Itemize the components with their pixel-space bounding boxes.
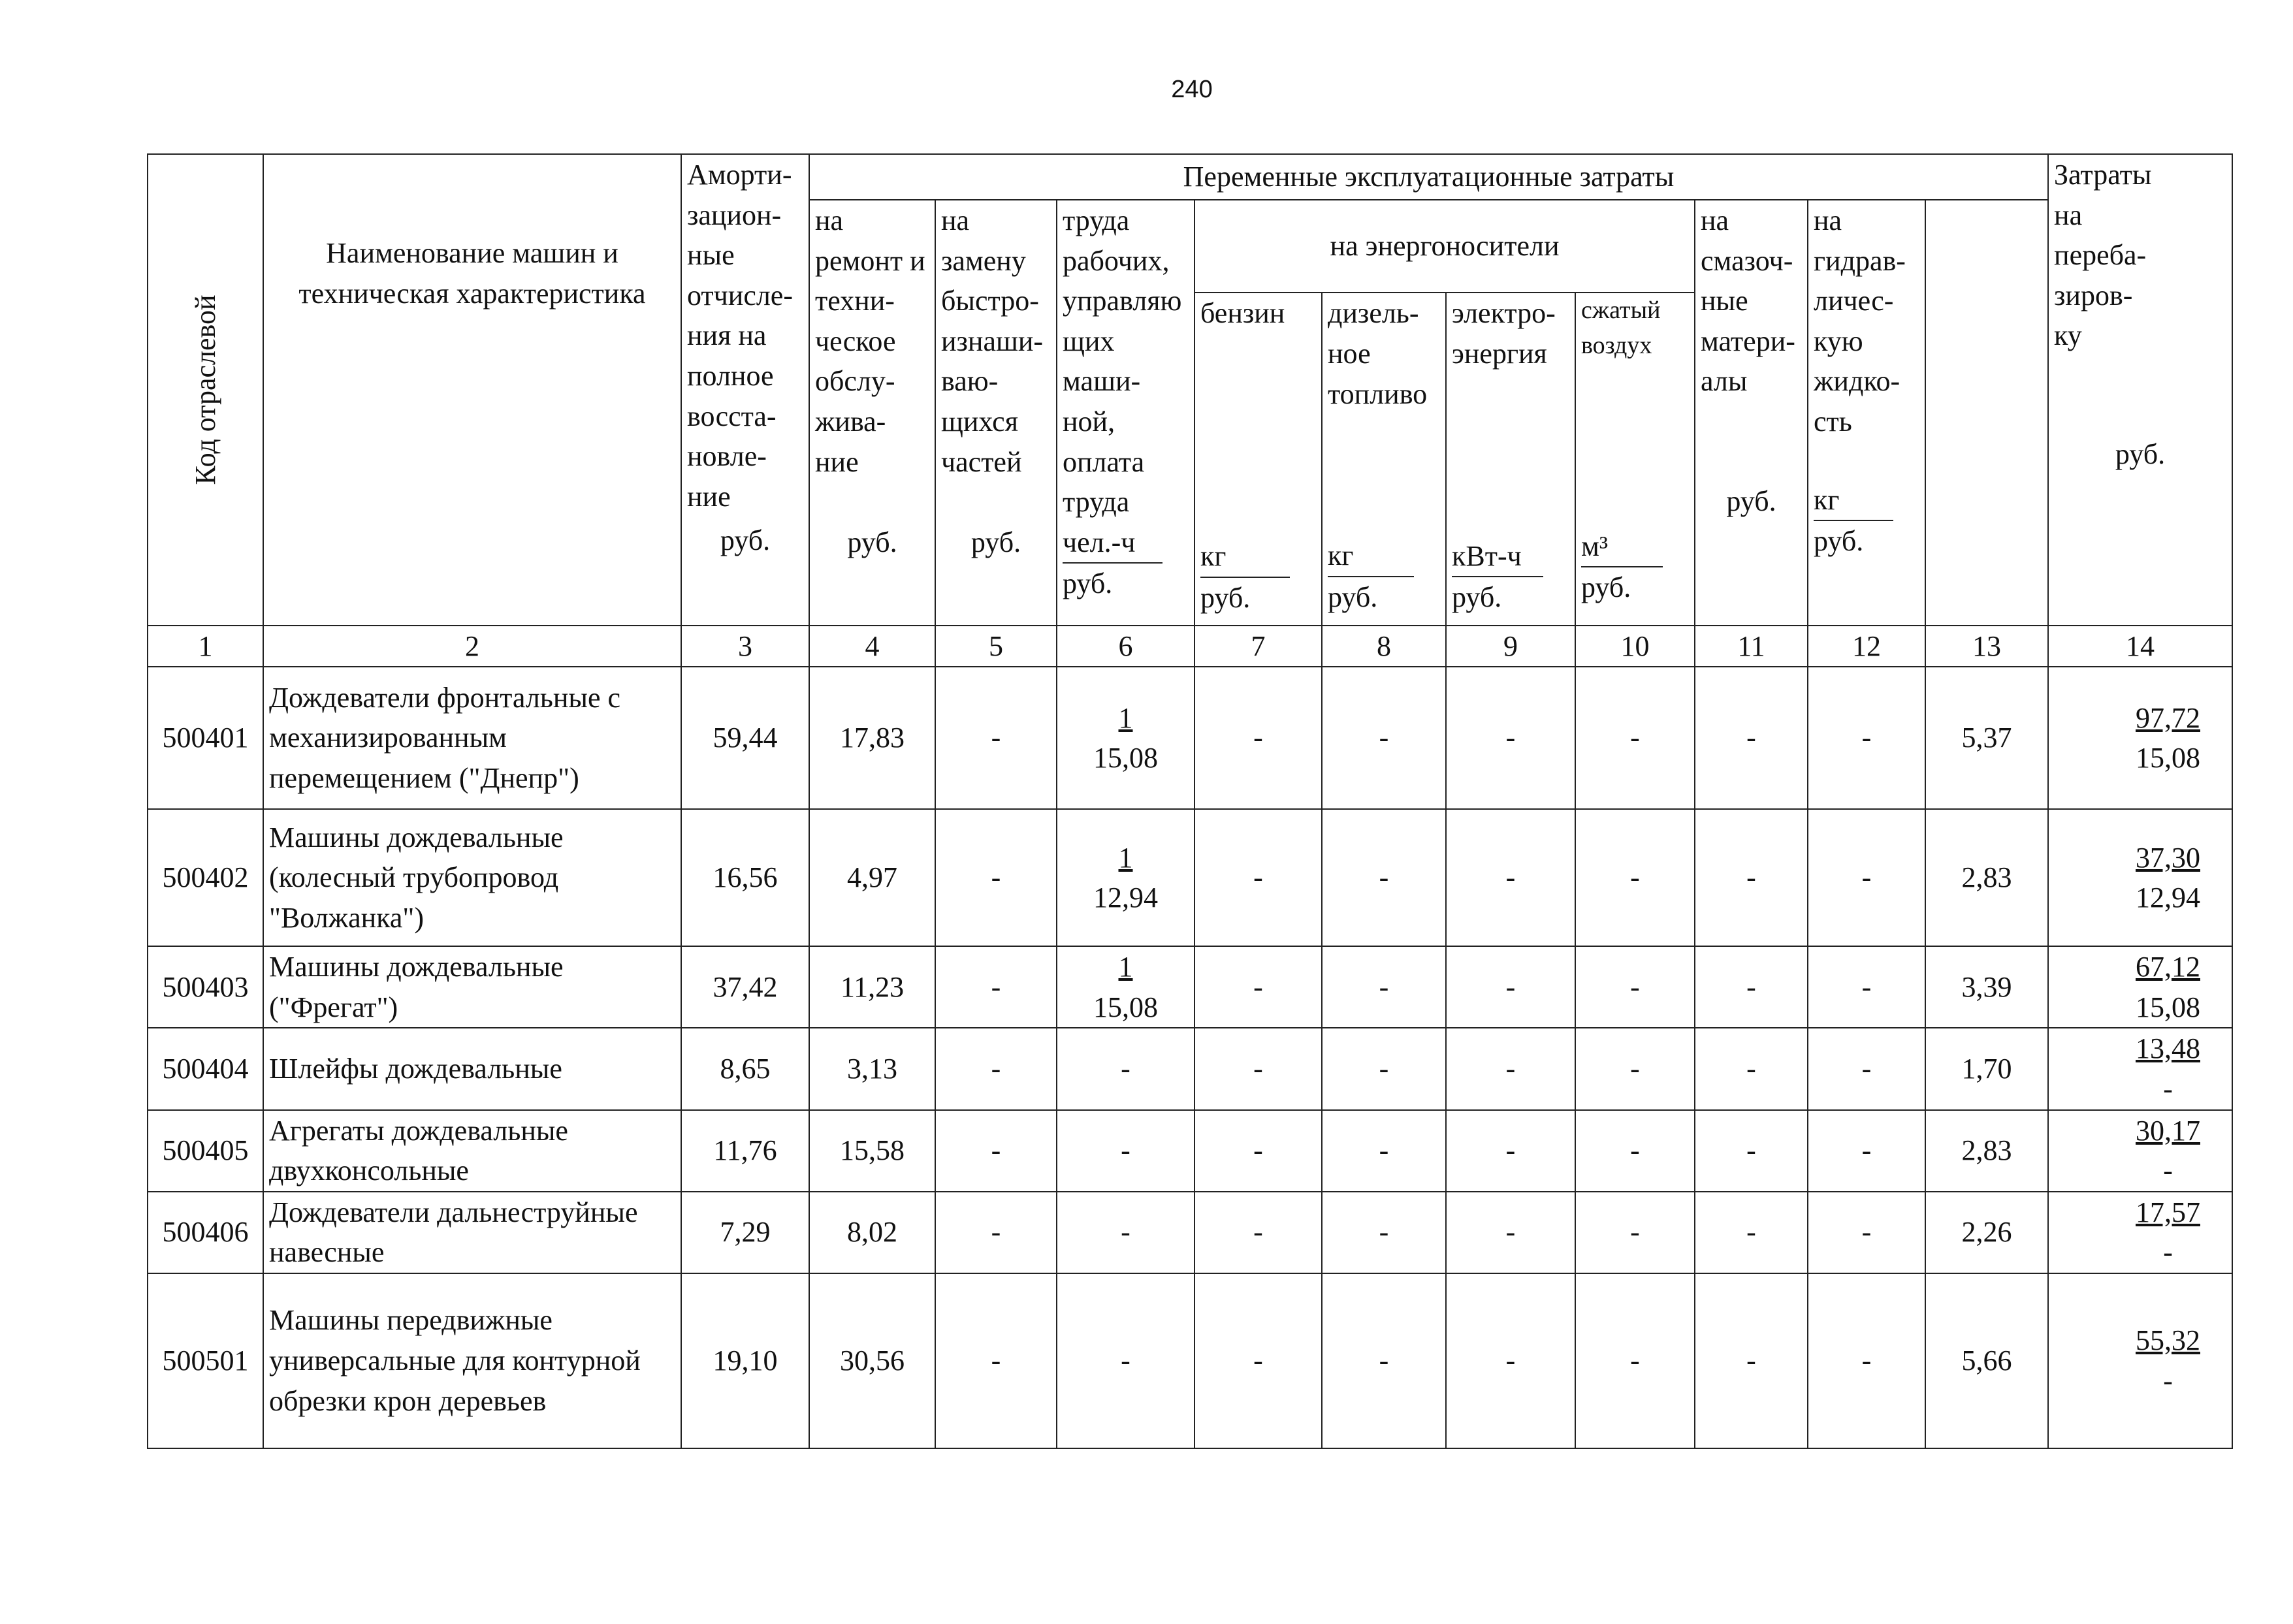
row-name bbox=[263, 1028, 681, 1109]
cell-labor bbox=[1057, 1192, 1195, 1273]
cell-c7 bbox=[1195, 809, 1322, 946]
cell-text: 3,39 bbox=[1961, 970, 2012, 1003]
cell-text: механизированным bbox=[269, 722, 507, 754]
cell-text: 5,37 bbox=[1961, 722, 2012, 754]
cell-text: - bbox=[991, 1134, 1001, 1167]
cell-text: "Волжанка") bbox=[269, 901, 425, 934]
row-code bbox=[148, 1110, 263, 1192]
cell-c8 bbox=[1322, 1273, 1446, 1448]
cell-text bbox=[2136, 1111, 2200, 1191]
cell-text: 500501 bbox=[162, 1345, 249, 1377]
row-name bbox=[263, 946, 681, 1028]
cell-text: - bbox=[1379, 1134, 1389, 1167]
cell-c12 bbox=[1808, 1028, 1925, 1109]
cell-text: - bbox=[2163, 1154, 2173, 1187]
cell-text: - bbox=[1630, 861, 1640, 894]
cell-labor bbox=[1057, 667, 1195, 809]
cell-text: - bbox=[1746, 1134, 1756, 1167]
row-name bbox=[263, 1110, 681, 1192]
cell-c7 bbox=[1195, 1028, 1322, 1109]
cell-transport bbox=[1925, 1273, 2048, 1448]
cell-text: 1 bbox=[1118, 701, 1133, 734]
cell-text: - bbox=[1253, 970, 1263, 1003]
cell-repair bbox=[809, 1192, 935, 1273]
header-repair: на ремонт и техни- ческое обслу- жива- ние руб. bbox=[809, 200, 935, 626]
cell-text: - bbox=[1746, 970, 1756, 1003]
col-num: 11 bbox=[1695, 626, 1808, 667]
table-row bbox=[148, 1028, 2232, 1109]
header-amort: Аморти- зацион- ные отчисле- ния на полное восста- новле- ние руб. bbox=[681, 154, 809, 626]
cell-text: - bbox=[1253, 1053, 1263, 1085]
cell-c12 bbox=[1808, 1192, 1925, 1273]
cell-c11 bbox=[1695, 1273, 1808, 1448]
cell-text: - bbox=[1379, 1345, 1389, 1377]
table-row bbox=[148, 809, 2232, 946]
cell-text: - bbox=[1630, 1345, 1640, 1377]
cell-text: - bbox=[1746, 1345, 1756, 1377]
row-code bbox=[148, 667, 263, 809]
cell-c9 bbox=[1446, 946, 1575, 1028]
cell-c11 bbox=[1695, 1028, 1808, 1109]
cell-replace bbox=[935, 667, 1057, 809]
cell-replace bbox=[935, 1273, 1057, 1448]
cell-text: - bbox=[1861, 970, 1872, 1003]
cell-c9 bbox=[1446, 1028, 1575, 1109]
header-energy: на энергоносители bbox=[1195, 200, 1695, 293]
header-hydraulic: на гидрав- личес- кую жидко- сть кг руб. bbox=[1808, 200, 1925, 626]
cell-repair bbox=[809, 809, 935, 946]
rates-table bbox=[147, 153, 2233, 1449]
cell-text: 19,10 bbox=[713, 1345, 778, 1377]
cell-text: 500404 bbox=[162, 1053, 249, 1085]
cell-c10 bbox=[1575, 1273, 1695, 1448]
cell-text: - bbox=[1505, 970, 1516, 1003]
cell-text: двухконсольные bbox=[269, 1154, 469, 1187]
cell-text: Машины дождевальные bbox=[269, 951, 564, 983]
cell-text: 37,30 bbox=[2136, 841, 2201, 874]
cell-repair bbox=[809, 1273, 935, 1448]
cell-text: 2,83 bbox=[1961, 861, 2012, 894]
cell-c9 bbox=[1446, 1273, 1575, 1448]
cell-text: - bbox=[991, 861, 1001, 894]
cell-amort bbox=[681, 1192, 809, 1273]
cell-text: 8,65 bbox=[720, 1053, 771, 1085]
cell-c9 bbox=[1446, 809, 1575, 946]
header-gasoline: бензин кг руб. bbox=[1195, 293, 1322, 625]
cell-text: 12,94 bbox=[1093, 882, 1158, 914]
cell-text: - bbox=[1253, 861, 1263, 894]
cell-c9 bbox=[1446, 1110, 1575, 1192]
table-row bbox=[148, 1192, 2232, 1273]
cell-c10 bbox=[1575, 809, 1695, 946]
cell-repair bbox=[809, 1110, 935, 1192]
table-body bbox=[148, 667, 2232, 1448]
header-transport: Затраты на переба- зиров- ку руб. bbox=[2048, 154, 2232, 626]
cell-c9 bbox=[1446, 1192, 1575, 1273]
cell-text: - bbox=[991, 970, 1001, 1003]
row-name bbox=[263, 667, 681, 809]
cell-replace bbox=[935, 809, 1057, 946]
cell-transport bbox=[1925, 667, 2048, 809]
header-diesel: дизель- ное топливо кг руб. bbox=[1322, 293, 1446, 625]
cell-transport bbox=[1925, 946, 2048, 1028]
cell-repair bbox=[809, 667, 935, 809]
cell-text bbox=[2136, 1320, 2200, 1401]
col-num: 13 bbox=[1925, 626, 2048, 667]
cell-c11 bbox=[1695, 809, 1808, 946]
cell-text: - bbox=[1630, 1053, 1640, 1085]
cell-text: 37,42 bbox=[713, 970, 778, 1003]
cell-c7 bbox=[1195, 667, 1322, 809]
cell-c12 bbox=[1808, 1110, 1925, 1192]
cell-replace bbox=[935, 946, 1057, 1028]
cell-text: перемещением ("Днепр") bbox=[269, 761, 579, 794]
cell-c10 bbox=[1575, 667, 1695, 809]
cell-estimate bbox=[2048, 946, 2232, 1028]
cell-c8 bbox=[1322, 1110, 1446, 1192]
cell-c8 bbox=[1322, 946, 1446, 1028]
cell-text: - bbox=[991, 1345, 1001, 1377]
cell-c8 bbox=[1322, 1028, 1446, 1109]
cell-text: - bbox=[1505, 1134, 1516, 1167]
cell-text: - bbox=[1253, 1345, 1263, 1377]
cell-text: - bbox=[1630, 1216, 1640, 1249]
cell-text: - bbox=[1253, 1216, 1263, 1249]
cell-text: - bbox=[1121, 1216, 1130, 1249]
cell-text: - bbox=[1121, 1345, 1130, 1377]
cell-text: - bbox=[1861, 1053, 1872, 1085]
cell-text bbox=[2136, 1192, 2200, 1273]
table-row bbox=[148, 667, 2232, 809]
cell-text: 5,66 bbox=[1961, 1345, 2012, 1377]
cell-replace bbox=[935, 1028, 1057, 1109]
cell-c10 bbox=[1575, 946, 1695, 1028]
cell-text: 15,08 bbox=[2136, 742, 2201, 774]
cell-amort bbox=[681, 667, 809, 809]
cell-c11 bbox=[1695, 1110, 1808, 1192]
cell-text: 11,76 bbox=[713, 1134, 777, 1167]
cell-text: - bbox=[1630, 970, 1640, 1003]
header-electric: электро- энергия кВт-ч руб. bbox=[1446, 293, 1575, 625]
cell-text: - bbox=[1505, 861, 1516, 894]
cell-text: Агрегаты дождевальные bbox=[269, 1114, 568, 1147]
col-num: 12 bbox=[1808, 626, 1925, 667]
cell-text bbox=[1093, 838, 1158, 918]
cell-text: ("Фрегат") bbox=[269, 991, 398, 1023]
cell-amort bbox=[681, 1273, 809, 1448]
col-num: 7 bbox=[1195, 626, 1322, 667]
cell-c12 bbox=[1808, 809, 1925, 946]
cell-text: - bbox=[1379, 970, 1389, 1003]
cell-text: - bbox=[991, 1216, 1001, 1249]
cell-c8 bbox=[1322, 667, 1446, 809]
cell-text: 11,23 bbox=[840, 970, 905, 1003]
row-code bbox=[148, 1273, 263, 1448]
cell-labor bbox=[1057, 1110, 1195, 1192]
cell-text: - bbox=[1861, 861, 1872, 894]
cell-text: - bbox=[1505, 1053, 1516, 1085]
cell-text bbox=[1093, 947, 1158, 1027]
row-code bbox=[148, 946, 263, 1028]
cell-text: - bbox=[1505, 1216, 1516, 1249]
cell-text: 2,83 bbox=[1961, 1134, 2012, 1167]
row-name bbox=[263, 1273, 681, 1448]
row-name bbox=[263, 1192, 681, 1273]
table-row bbox=[148, 946, 2232, 1028]
header-code: Код отраслевой bbox=[148, 154, 263, 626]
row-name bbox=[263, 809, 681, 946]
cell-transport bbox=[1925, 1028, 2048, 1109]
cell-estimate bbox=[2048, 1110, 2232, 1192]
col-num: 4 bbox=[809, 626, 935, 667]
cell-text: универсальные для контурной bbox=[269, 1345, 641, 1377]
cell-text: 500402 bbox=[162, 861, 249, 894]
table-row bbox=[148, 1273, 2232, 1448]
col-num: 2 bbox=[263, 626, 681, 667]
cell-text: 8,02 bbox=[847, 1216, 897, 1249]
cell-amort bbox=[681, 1110, 809, 1192]
col-num: 5 bbox=[935, 626, 1057, 667]
cell-c10 bbox=[1575, 1028, 1695, 1109]
cell-estimate bbox=[2048, 1273, 2232, 1448]
col-num: 3 bbox=[681, 626, 809, 667]
cell-text: - bbox=[1861, 1134, 1872, 1167]
cell-c7 bbox=[1195, 1273, 1322, 1448]
cell-text: 16,56 bbox=[713, 861, 778, 894]
cell-text: 500406 bbox=[162, 1216, 249, 1249]
cell-text: обрезки крон деревьев bbox=[269, 1384, 547, 1417]
cell-c12 bbox=[1808, 946, 1925, 1028]
cell-text: - bbox=[1253, 1134, 1263, 1167]
cell-c7 bbox=[1195, 946, 1322, 1028]
cell-transport bbox=[1925, 809, 2048, 946]
cell-text bbox=[2136, 838, 2200, 918]
cell-text: 500405 bbox=[162, 1134, 249, 1167]
cell-estimate bbox=[2048, 809, 2232, 946]
cell-estimate bbox=[2048, 667, 2232, 809]
cell-text: - bbox=[1379, 1053, 1389, 1085]
col-num: 14 bbox=[2048, 626, 2232, 667]
cell-text: Шлейфы дождевальные bbox=[269, 1053, 562, 1085]
cell-text bbox=[1093, 698, 1158, 778]
cell-transport bbox=[1925, 1110, 2048, 1192]
cell-labor bbox=[1057, 1273, 1195, 1448]
cell-text: - bbox=[1746, 861, 1756, 894]
cell-transport bbox=[1925, 1192, 2048, 1273]
cell-text: - bbox=[2163, 1364, 2173, 1397]
cell-text: 1,70 bbox=[1961, 1053, 2012, 1085]
cell-text: 7,29 bbox=[720, 1216, 771, 1249]
cell-amort bbox=[681, 1028, 809, 1109]
cell-text: 67,12 bbox=[2136, 951, 2201, 983]
cell-text: - bbox=[1861, 1345, 1872, 1377]
cell-text: 97,72 bbox=[2136, 701, 2201, 734]
cell-text: - bbox=[1630, 722, 1640, 754]
col-num: 8 bbox=[1322, 626, 1446, 667]
cell-text: навесные bbox=[269, 1236, 385, 1269]
cell-text bbox=[2136, 698, 2200, 778]
header-name: Наименование машин и техническая характеристика bbox=[263, 154, 681, 626]
cell-text bbox=[2136, 947, 2200, 1027]
row-code bbox=[148, 1028, 263, 1109]
header-labor: труда рабочих, управляю щих маши- ной, оплата труда чел.-ч руб. bbox=[1057, 200, 1195, 626]
cell-c11 bbox=[1695, 667, 1808, 809]
cell-repair bbox=[809, 1028, 935, 1109]
cell-repair bbox=[809, 946, 935, 1028]
header-air: сжатый воздух м³ руб. bbox=[1575, 293, 1695, 625]
header-lube: на смазоч- ные матери- алы руб. bbox=[1695, 200, 1808, 626]
cell-text: 17,83 bbox=[840, 722, 905, 754]
cell-text: - bbox=[1253, 722, 1263, 754]
cell-text: Дождеватели фронтальные с bbox=[269, 681, 621, 714]
cell-text: - bbox=[1379, 1216, 1389, 1249]
page-number: 240 bbox=[1171, 76, 1213, 103]
cell-c10 bbox=[1575, 1192, 1695, 1273]
cell-text: 1 bbox=[1118, 951, 1133, 983]
cell-c7 bbox=[1195, 1192, 1322, 1273]
cell-c8 bbox=[1322, 809, 1446, 946]
cell-text: 15,08 bbox=[2136, 991, 2201, 1023]
cell-text: - bbox=[1746, 1053, 1756, 1085]
cell-text: 15,08 bbox=[1093, 991, 1158, 1023]
cell-text: 15,58 bbox=[840, 1134, 905, 1167]
cell-c10 bbox=[1575, 1110, 1695, 1192]
cell-text: - bbox=[2163, 1236, 2173, 1269]
cell-c7 bbox=[1195, 1110, 1322, 1192]
row-code bbox=[148, 1192, 263, 1273]
cell-text: - bbox=[991, 1053, 1001, 1085]
cell-estimate bbox=[2048, 1028, 2232, 1109]
cell-c12 bbox=[1808, 1273, 1925, 1448]
cell-text: 55,32 bbox=[2136, 1324, 2201, 1357]
cell-c8 bbox=[1322, 1192, 1446, 1273]
row-code bbox=[148, 809, 263, 946]
cell-text: - bbox=[1861, 1216, 1872, 1249]
cell-replace bbox=[935, 1110, 1057, 1192]
cell-text: 1 bbox=[1118, 841, 1133, 874]
cell-text: - bbox=[1121, 1053, 1130, 1085]
cell-text: 500403 bbox=[162, 970, 249, 1003]
cell-text: - bbox=[2163, 1072, 2173, 1105]
cell-text bbox=[2136, 1028, 2200, 1109]
cell-text: 59,44 bbox=[713, 722, 778, 754]
cell-c11 bbox=[1695, 946, 1808, 1028]
cell-text: Машины дождевальные bbox=[269, 821, 564, 853]
col-num: 10 bbox=[1575, 626, 1695, 667]
cell-text: - bbox=[1121, 1134, 1130, 1167]
col-num: 6 bbox=[1057, 626, 1195, 667]
cell-text: 15,08 bbox=[1093, 742, 1158, 774]
cell-text: - bbox=[1505, 1345, 1516, 1377]
cell-text: 30,17 bbox=[2136, 1114, 2201, 1147]
cell-c11 bbox=[1695, 1192, 1808, 1273]
cell-amort bbox=[681, 946, 809, 1028]
cell-labor bbox=[1057, 946, 1195, 1028]
cell-text: - bbox=[1746, 1216, 1756, 1249]
cell-text: 500401 bbox=[162, 722, 249, 754]
cell-text: - bbox=[1505, 722, 1516, 754]
cell-replace bbox=[935, 1192, 1057, 1273]
cell-estimate bbox=[2048, 1192, 2232, 1273]
col-num: 1 bbox=[148, 626, 263, 667]
cell-text: (колесный трубопровод bbox=[269, 861, 559, 894]
cell-text: - bbox=[1861, 722, 1872, 754]
cell-text: 17,57 bbox=[2136, 1196, 2201, 1228]
cell-text: 13,48 bbox=[2136, 1032, 2201, 1065]
cell-text: 12,94 bbox=[2136, 882, 2201, 914]
cell-text: 2,26 bbox=[1961, 1216, 2012, 1249]
cell-text: - bbox=[1379, 722, 1389, 754]
cell-text: 4,97 bbox=[847, 861, 897, 894]
cell-text: 3,13 bbox=[847, 1053, 897, 1085]
cell-text: Дождеватели дальнеструйные bbox=[269, 1196, 638, 1228]
cell-c9 bbox=[1446, 667, 1575, 809]
col-num: 9 bbox=[1446, 626, 1575, 667]
cell-text: Машины передвижные bbox=[269, 1304, 553, 1337]
cell-text: - bbox=[1746, 722, 1756, 754]
cell-text: 30,56 bbox=[840, 1345, 905, 1377]
cell-amort bbox=[681, 809, 809, 946]
cell-labor bbox=[1057, 1028, 1195, 1109]
cell-text: - bbox=[1379, 861, 1389, 894]
cell-text: - bbox=[1630, 1134, 1640, 1167]
cell-c12 bbox=[1808, 667, 1925, 809]
cell-text: - bbox=[991, 722, 1001, 754]
header-replace: на замену быстро- изнаши- ваю- щихся частей руб. bbox=[935, 200, 1057, 626]
header-variable: Переменные эксплуатационные затраты bbox=[809, 154, 2048, 200]
table-row bbox=[148, 1110, 2232, 1192]
column-numbers-row bbox=[148, 626, 2232, 667]
cell-labor bbox=[1057, 809, 1195, 946]
